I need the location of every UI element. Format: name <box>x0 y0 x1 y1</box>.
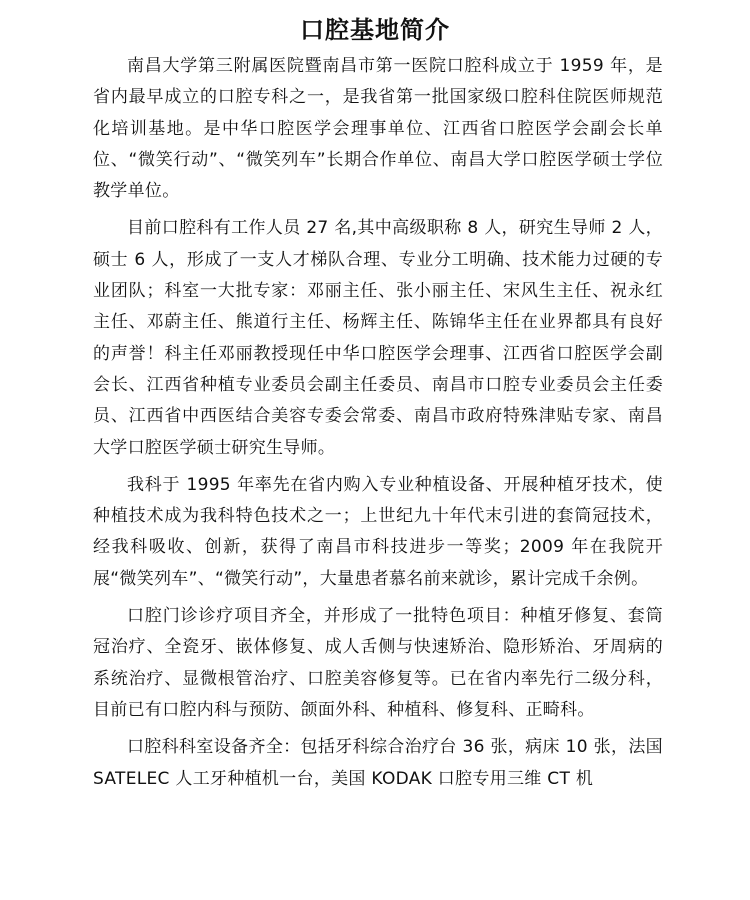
paragraph-clinic-services: 口腔门诊诊疗项目齐全，并形成了一批特色项目：种植牙修复、套筒冠治疗、全瓷牙、嵌体修复、成人舌侧与快速矫治、隐形矫治、牙周病的系统治疗、显微根管治疗、口腔美容修复等。已在省内率先行二级分科，目前已有口腔内科与预防、颌面外科、种植科、修复科、正畸科。 <box>93 606 663 720</box>
document-body <box>93 51 663 801</box>
paragraph-staff: 目前口腔科有工作人员 27 名,其中高级职称 8 人，研究生导师 2 人，硕士 6 人，形成了一支人才梯队合理、专业分工明确、技术能力过硬的专业团队；科室一大批专家：邓丽主任、张小丽主任、宋风生主任、祝永红主任、邓蔚主任、熊道行主任、杨辉主任、陈锦华主任在业界都具有良好的声誉！科主任邓丽教授现任中华口腔医学会理事、江西省口腔医学会副会长、江西省种植专业委员会副主任委员、南昌市口腔专业委员会主任委员、江西省中西医结合美容专委会常委、南昌市政府特殊津贴专家、南昌大学口腔医学硕士研究生导师。 <box>93 218 663 458</box>
paragraph-equipment: 口腔科科室设备齐全：包括牙科综合治疗台 36 张，病床 10 张，法国 SATELEC 人工牙种植机一台，美国 KODAK 口腔专用三维 CT 机 <box>93 737 663 789</box>
paragraph-implant-technology: 我科于 1995 年率先在省内购入专业种植设备、开展种植牙技术，使种植技术成为我科特色技术之一；上世纪九十年代末引进的套筒冠技术，经我科吸收、创新，获得了南昌市科技进步一等奖；2009 年在我院开展“微笑列车”、“微笑行动”，大量患者慕名前来就诊，累计完成千余例。 <box>93 474 663 589</box>
document-title: 口腔基地简介 <box>300 16 450 44</box>
paragraph-history: 南昌大学第三附属医院暨南昌市第一医院口腔科成立于 1959 年，是省内最早成立的口腔专科之一，是我省第一批国家级口腔科住院医师规范化培训基地。是中华口腔医学会理事单位、江西省口腔医学会副会长单位、“微笑行动”、“微笑列车”长期合作单位、南昌大学口腔医学硕士学位教学单位。 <box>93 56 663 202</box>
